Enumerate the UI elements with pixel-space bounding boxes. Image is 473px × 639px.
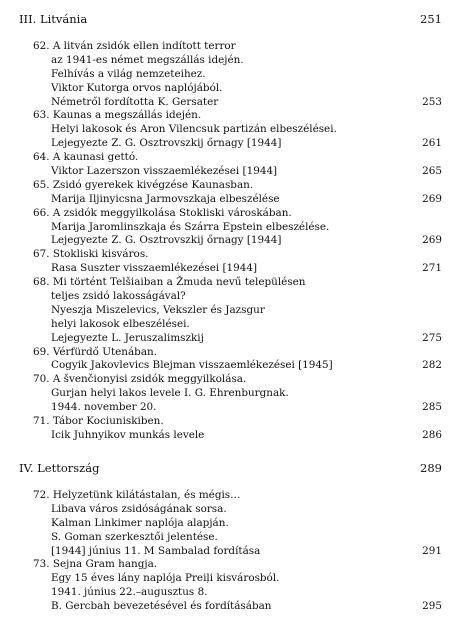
- entry-title-line: [0, 248, 473, 262]
- entry-detail-line: [0, 429, 473, 443]
- entry-detail-line: [0, 137, 473, 151]
- entry-page-number: 282: [422, 359, 442, 372]
- entry-detail-line: [0, 517, 473, 531]
- entry-text: Libava város zsidóságának sorsa.: [51, 502, 227, 515]
- entry-text: Lejegyezte Z. G. Osztrovszkij őrnagy [1944]: [51, 234, 282, 247]
- entry-text: Egy 15 éves lány naplója Preiļi kisvárosból.: [51, 572, 280, 585]
- entry-text: Gurjan helyi lakos levele I. G. Ehrenburgnak.: [51, 387, 289, 400]
- entry-text: teljes zsidó lakosságával?: [51, 290, 186, 303]
- entry-page-number: 265: [422, 165, 442, 178]
- entry-title-line: [0, 489, 473, 503]
- entry-text: helyi lakosok elbeszélései.: [51, 317, 190, 330]
- entry-title-line: [0, 415, 473, 429]
- entry-text: Viktor Lazerszon visszaemlékezései [1944]: [51, 165, 278, 178]
- entry-text: Lejegyezte Z. G. Osztrovszkij őrnagy [1944]: [51, 137, 282, 150]
- entry-text: 67. Stokliski kisváros.: [33, 248, 149, 261]
- entry-text: Cogyik Jakovlevics Blejman visszaemlékezései [1945]: [51, 359, 333, 372]
- section-page-number: 251: [420, 12, 442, 26]
- entry-page-number: 253: [422, 95, 442, 108]
- entry-text: az 1941-es német megszállás idején.: [51, 53, 244, 66]
- toc-entry: [0, 415, 473, 443]
- entry-text: 70. A švenčionyisi zsidók meggyilkolása.: [33, 373, 247, 386]
- entry-text: 62. A litván zsidók ellen indított terror: [33, 40, 236, 52]
- entry-text: 71. Tábor Kociuniskiben.: [33, 415, 164, 428]
- toc-entry: [0, 346, 473, 374]
- section-entries-lithuania: [0, 40, 473, 443]
- entry-title-line: [0, 558, 473, 572]
- toc-entry: [0, 276, 473, 345]
- entry-page-number: 269: [422, 234, 442, 247]
- toc-entry: [0, 489, 473, 558]
- entry-text: Rasa Suszter visszaemlékezései [1944]: [51, 262, 258, 275]
- entry-text: 63. Kaunas a megszállás idején.: [33, 109, 202, 122]
- entry-detail-line: [0, 401, 473, 415]
- entry-title-line: [0, 179, 473, 193]
- section-title: III. Litvánia: [19, 12, 88, 26]
- entry-text: 68. Mi történt Telšiaiban a Žmuda nevű településen: [33, 276, 306, 289]
- entry-detail-line: [0, 234, 473, 248]
- entry-text: 72. Helyzetünk kilátástalan, és mégis…: [33, 489, 241, 501]
- entry-title-line: [0, 276, 473, 290]
- entry-detail-line: [0, 68, 473, 82]
- toc-entry: [0, 109, 473, 151]
- toc-entry: [0, 248, 473, 276]
- entry-title-line: [0, 40, 473, 54]
- entry-detail-line: [0, 54, 473, 68]
- entry-text: 69. Vérfürdő Utenában.: [33, 345, 158, 358]
- section-heading-lithuania: [19, 11, 442, 27]
- entry-detail-line: [0, 586, 473, 600]
- section-page-number: 289: [420, 461, 442, 475]
- entry-detail-line: [0, 503, 473, 517]
- entry-text: 1941. június 22.–augusztus 8.: [51, 586, 208, 599]
- entry-detail-line: [0, 545, 473, 559]
- entry-text: Helyi lakosok és Aron Vilencsuk partizán elbeszélései.: [51, 123, 337, 136]
- entry-detail-line: [0, 318, 473, 332]
- entry-detail-line: [0, 332, 473, 346]
- toc-entry: [0, 179, 473, 207]
- entry-text: Nyeszja Miszelevics, Vekszler és Jazsgur: [51, 303, 265, 316]
- entry-text: 1944. november 20.: [51, 401, 157, 414]
- entry-detail-line: [0, 531, 473, 545]
- toc-entry: [0, 151, 473, 179]
- entry-title-line: [0, 151, 473, 165]
- entry-text: Lejegyezte L. Jeruszalimszkij: [51, 331, 204, 344]
- entry-text: Marija Iljinyicsna Jarmovszkaja elbeszélése: [51, 192, 280, 205]
- toc-entry: [0, 373, 473, 415]
- entry-text: Marija Jaromlinszkaja és Szárra Epstein elbeszélése.: [51, 220, 330, 233]
- entry-text: 65. Zsidó gyerekek kivégzése Kaunasban.: [33, 178, 254, 191]
- entry-detail-line: [0, 600, 473, 614]
- section-title: IV. Lettország: [19, 461, 100, 475]
- entry-text: 66. A zsidók meggyilkolása Stokliski városkában.: [33, 206, 292, 219]
- entry-text: Icik Juhnyikov munkás levele: [51, 428, 205, 441]
- section-heading-latvia: [19, 460, 442, 476]
- entry-detail-line: [0, 193, 473, 207]
- entry-title-line: [0, 346, 473, 360]
- entry-title-line: [0, 207, 473, 221]
- entry-text: S. Goman szerkesztői jelentése.: [51, 530, 218, 543]
- entry-page-number: 291: [422, 544, 442, 557]
- toc-entry: [0, 558, 473, 614]
- entry-detail-line: [0, 359, 473, 373]
- entry-detail-line: [0, 290, 473, 304]
- entry-text: B. Gercbah bevezetésével és fordításában: [51, 600, 272, 613]
- entry-text: [1944] június 11. M Sambalad fordítása: [51, 544, 261, 557]
- entry-text: 73. Sejna Gram hangja.: [33, 558, 158, 571]
- entry-detail-line: [0, 387, 473, 401]
- entry-page-number: 261: [422, 137, 442, 150]
- toc-entry: [0, 40, 473, 109]
- entry-detail-line: [0, 572, 473, 586]
- entry-text: 64. A kaunasi gettó.: [33, 151, 139, 164]
- entry-page-number: 271: [422, 262, 442, 275]
- entry-detail-line: [0, 82, 473, 96]
- entry-page-number: 275: [422, 331, 442, 344]
- entry-page-number: 285: [422, 401, 442, 414]
- entry-detail-line: [0, 96, 473, 110]
- toc-entry: [0, 207, 473, 249]
- entry-detail-line: [0, 165, 473, 179]
- entry-page-number: 286: [422, 428, 442, 441]
- entry-detail-line: [0, 221, 473, 235]
- entry-title-line: [0, 373, 473, 387]
- entry-detail-line: [0, 304, 473, 318]
- entry-page-number: 269: [422, 192, 442, 205]
- entry-text: Németről fordította K. Gersater: [51, 95, 219, 108]
- entry-detail-line: [0, 123, 473, 137]
- entry-text: Kalman Linkimer naplója alapján.: [51, 516, 229, 529]
- entry-text: Felhívás a világ nemzeteihez.: [51, 67, 206, 80]
- section-entries-latvia: [0, 489, 473, 614]
- entry-detail-line: [0, 262, 473, 276]
- entry-page-number: 295: [422, 600, 442, 613]
- entry-title-line: [0, 109, 473, 123]
- entry-text: Viktor Kutorga orvos naplójából.: [51, 81, 223, 94]
